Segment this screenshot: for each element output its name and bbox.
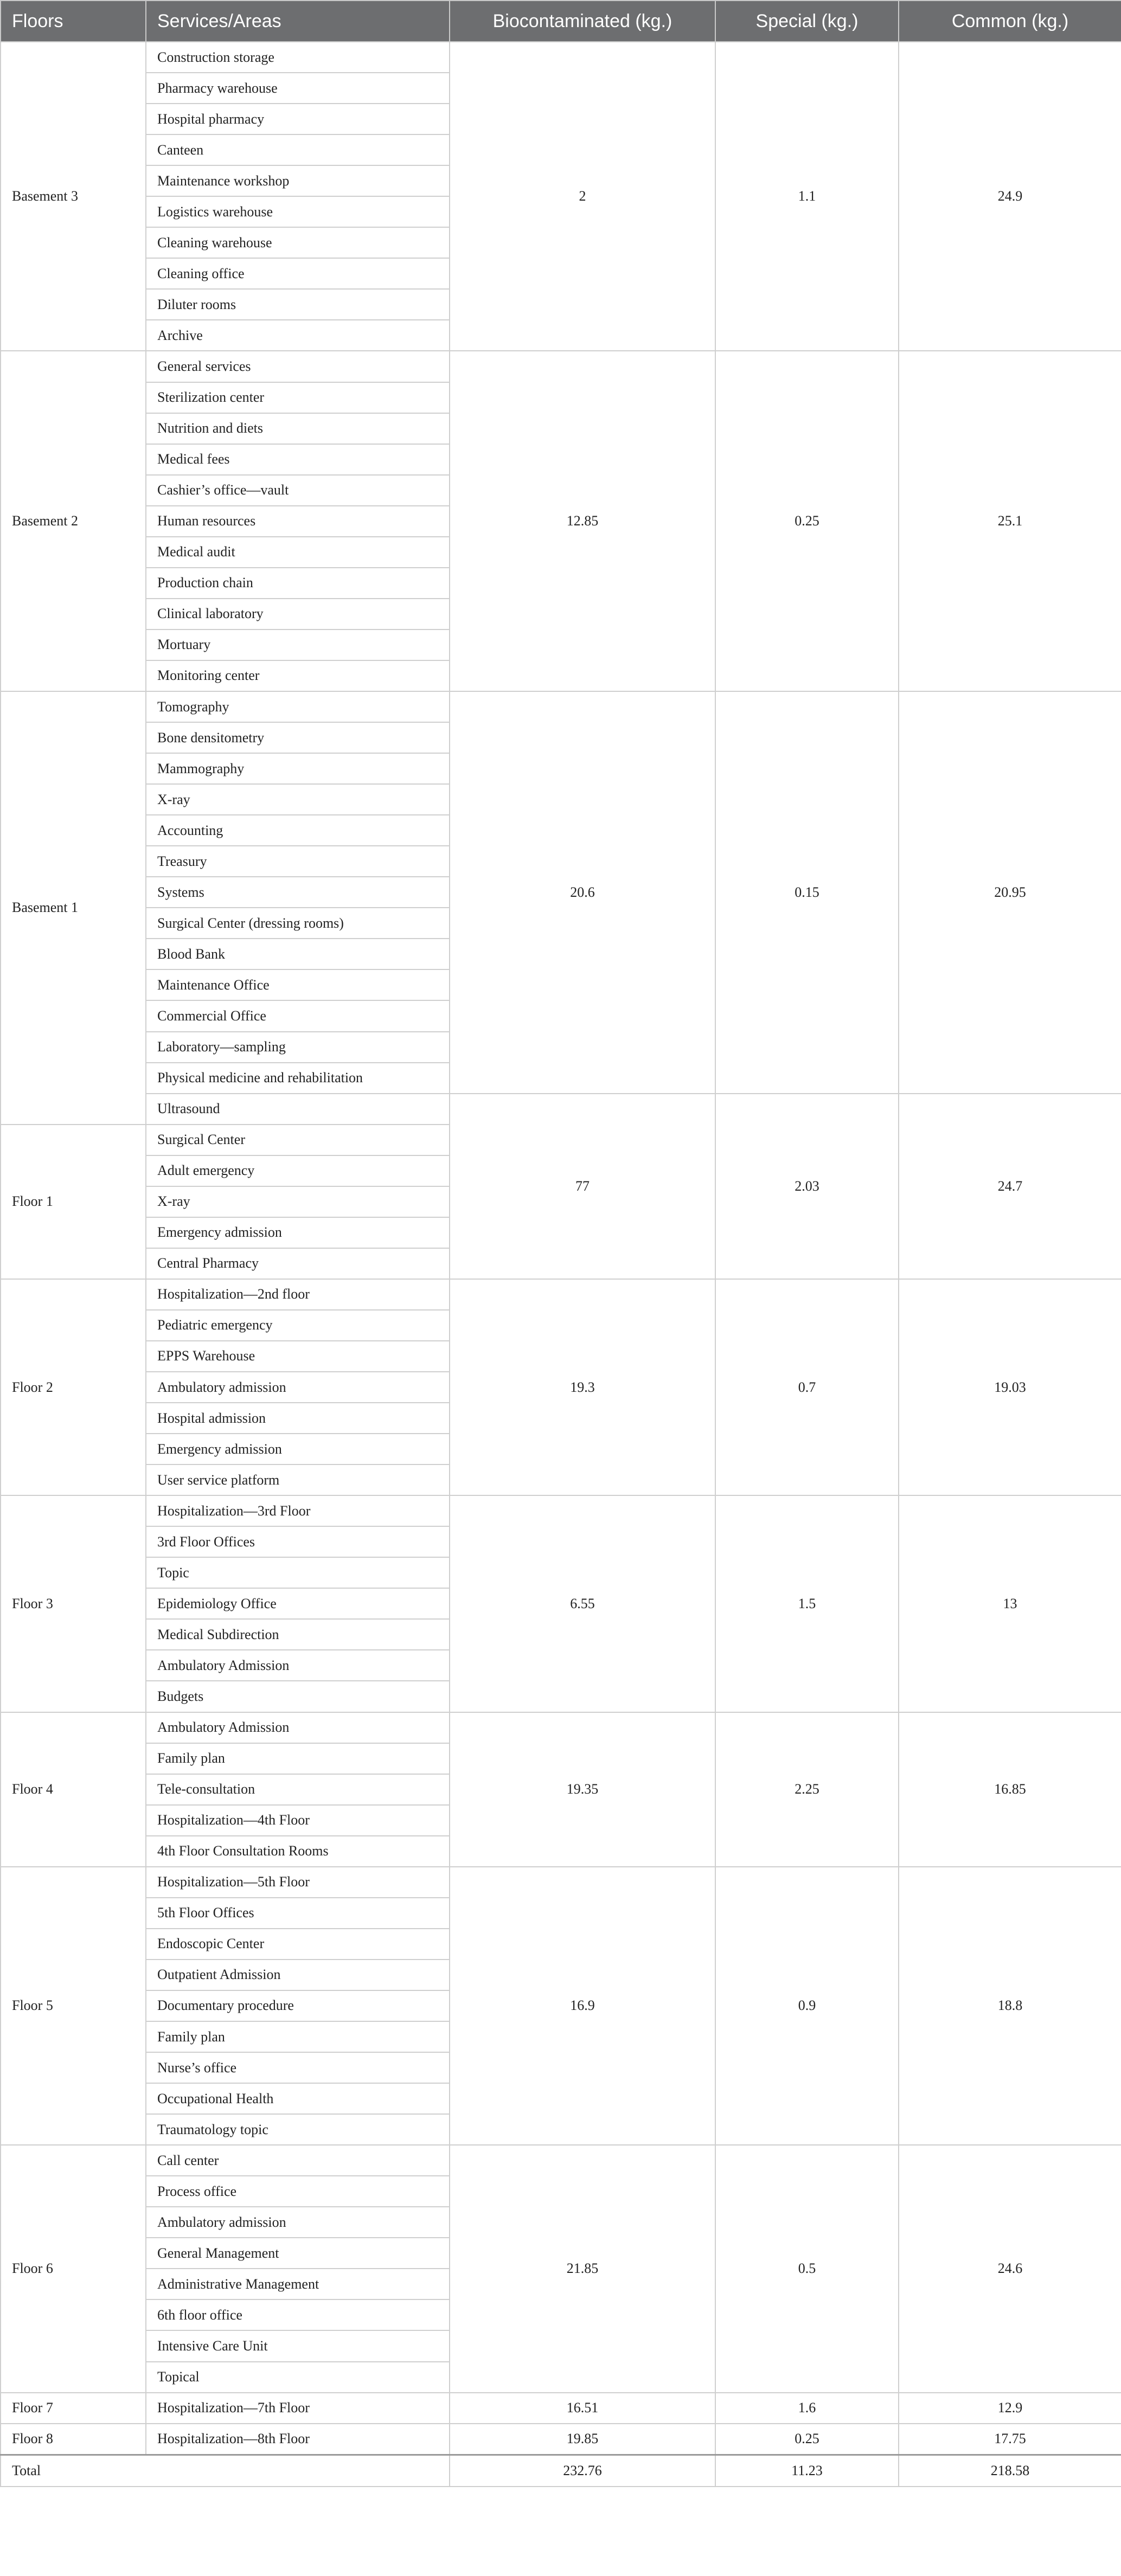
service-cell: Maintenance Office [146, 969, 450, 1000]
service-cell: Medical audit [146, 537, 450, 568]
service-cell: Administrative Management [146, 2269, 450, 2299]
header-row [1, 1, 1121, 42]
total-common: 218.58 [899, 2455, 1121, 2487]
floor-cell: Floor 3 [1, 1495, 146, 1712]
service-cell: Pharmacy warehouse [146, 73, 450, 104]
floor-cell: Floor 4 [1, 1712, 146, 1867]
special-cell: 0.25 [715, 2424, 899, 2455]
service-cell: Occupational Health [146, 2083, 450, 2114]
service-cell: EPPS Warehouse [146, 1341, 450, 1372]
biocontaminated-cell: 12.85 [450, 351, 715, 691]
service-cell: Physical medicine and rehabilitation [146, 1063, 450, 1094]
table-body [1, 42, 1121, 2455]
floor-cell: Floor 2 [1, 1279, 146, 1495]
service-cell: General services [146, 351, 450, 382]
common-cell: 13 [899, 1495, 1121, 1712]
table-row [1, 42, 1121, 73]
service-cell: Emergency admission [146, 1434, 450, 1464]
service-cell: Laboratory—sampling [146, 1032, 450, 1063]
common-cell: 24.9 [899, 42, 1121, 351]
common-cell: 20.95 [899, 691, 1121, 1094]
service-cell: Cleaning office [146, 258, 450, 289]
header-biocontaminated: Biocontaminated (kg.) [450, 1, 715, 42]
biocontaminated-cell: 77 [450, 1094, 715, 1279]
service-cell: Mortuary [146, 629, 450, 660]
biocontaminated-cell: 19.3 [450, 1279, 715, 1495]
service-cell: Family plan [146, 1743, 450, 1774]
service-cell: Nutrition and diets [146, 413, 450, 444]
special-cell: 0.7 [715, 1279, 899, 1495]
service-cell: Accounting [146, 815, 450, 846]
service-cell: Bone densitometry [146, 722, 450, 753]
special-cell: 1.1 [715, 42, 899, 351]
service-cell: Pediatric emergency [146, 1310, 450, 1341]
service-cell: Hospitalization—2nd floor [146, 1279, 450, 1310]
service-cell: Emergency admission [146, 1217, 450, 1248]
header-floors: Floors [1, 1, 146, 42]
floor-cell: Floor 7 [1, 2393, 146, 2424]
service-cell: Ambulatory admission [146, 2207, 450, 2238]
service-cell: Hospital pharmacy [146, 104, 450, 134]
common-cell: 16.85 [899, 1712, 1121, 1867]
header-services: Services/Areas [146, 1, 450, 42]
service-cell: Commercial Office [146, 1000, 450, 1031]
service-cell: Budgets [146, 1681, 450, 1712]
service-cell: Intensive Care Unit [146, 2330, 450, 2361]
service-cell: Hospitalization—5th Floor [146, 1867, 450, 1898]
biocontaminated-cell: 19.35 [450, 1712, 715, 1867]
service-cell: Treasury [146, 846, 450, 877]
service-cell: Adult emergency [146, 1155, 450, 1186]
floor-cell: Floor 6 [1, 2145, 146, 2392]
biocontaminated-cell: 2 [450, 42, 715, 351]
service-cell: Hospitalization—4th Floor [146, 1805, 450, 1836]
service-cell: 3rd Floor Offices [146, 1526, 450, 1557]
service-cell: Outpatient Admission [146, 1960, 450, 1990]
service-cell: Ambulatory Admission [146, 1650, 450, 1681]
service-cell: Tomography [146, 691, 450, 722]
service-cell: Blood Bank [146, 939, 450, 969]
service-cell: Ambulatory Admission [146, 1712, 450, 1743]
service-cell: Central Pharmacy [146, 1248, 450, 1279]
total-row [1, 2455, 1121, 2487]
table-row [1, 2145, 1121, 2176]
service-cell: Nurse’s office [146, 2052, 450, 2083]
service-cell: Call center [146, 2145, 450, 2176]
service-cell: Documentary procedure [146, 1990, 450, 2021]
biocontaminated-cell: 20.6 [450, 691, 715, 1094]
service-cell: Hospitalization—3rd Floor [146, 1495, 450, 1526]
service-cell: Topic [146, 1557, 450, 1588]
service-cell: Archive [146, 320, 450, 351]
biocontaminated-cell: 16.51 [450, 2393, 715, 2424]
table-row [1, 2393, 1121, 2424]
biocontaminated-cell: 16.9 [450, 1867, 715, 2145]
common-cell: 24.7 [899, 1094, 1121, 1279]
service-cell: Logistics warehouse [146, 196, 450, 227]
special-cell: 0.9 [715, 1867, 899, 2145]
table-row [1, 1495, 1121, 1526]
floor-cell: Basement 2 [1, 351, 146, 691]
common-cell: 19.03 [899, 1279, 1121, 1495]
floor-cell: Floor 5 [1, 1867, 146, 2145]
common-cell: 25.1 [899, 351, 1121, 691]
service-cell: Hospitalization—7th Floor [146, 2393, 450, 2424]
header-special: Special (kg.) [715, 1, 899, 42]
service-cell: Surgical Center [146, 1125, 450, 1155]
service-cell: Cleaning warehouse [146, 227, 450, 258]
special-cell: 0.5 [715, 2145, 899, 2392]
special-cell: 0.15 [715, 691, 899, 1094]
common-cell: 17.75 [899, 2424, 1121, 2455]
service-cell: Monitoring center [146, 660, 450, 691]
total-biocontaminated: 232.76 [450, 2455, 715, 2487]
service-cell: Family plan [146, 2021, 450, 2052]
service-cell: Construction storage [146, 42, 450, 73]
service-cell: Traumatology topic [146, 2114, 450, 2145]
service-cell: Hospitalization—8th Floor [146, 2424, 450, 2455]
special-cell: 1.6 [715, 2393, 899, 2424]
table-row [1, 2424, 1121, 2455]
table-row [1, 1279, 1121, 1310]
service-cell: Tele-consultation [146, 1774, 450, 1805]
biocontaminated-cell: 6.55 [450, 1495, 715, 1712]
table-row [1, 1712, 1121, 1743]
common-cell: 24.6 [899, 2145, 1121, 2392]
table-row [1, 691, 1121, 722]
service-cell: User service platform [146, 1464, 450, 1495]
service-cell: Canteen [146, 134, 450, 165]
service-cell: Maintenance workshop [146, 165, 450, 196]
service-cell: Medical fees [146, 444, 450, 475]
service-cell: Human resources [146, 506, 450, 537]
biocontaminated-cell: 21.85 [450, 2145, 715, 2392]
service-cell: Production chain [146, 568, 450, 599]
service-cell: General Management [146, 2238, 450, 2269]
floor-cell: Floor 8 [1, 2424, 146, 2455]
common-cell: 18.8 [899, 1867, 1121, 2145]
service-cell: X-ray [146, 1186, 450, 1217]
service-cell: Medical Subdirection [146, 1619, 450, 1650]
special-cell: 1.5 [715, 1495, 899, 1712]
service-cell: Hospital admission [146, 1403, 450, 1434]
table-row [1, 351, 1121, 382]
service-cell: 6th floor office [146, 2299, 450, 2330]
biocontaminated-cell: 19.85 [450, 2424, 715, 2455]
service-cell: Cashier’s office—vault [146, 475, 450, 506]
service-cell: Clinical laboratory [146, 599, 450, 629]
service-cell: Sterilization center [146, 382, 450, 413]
floor-cell: Floor 1 [1, 1125, 146, 1279]
service-cell: Ultrasound [146, 1094, 450, 1125]
table-row [1, 1094, 1121, 1125]
table-row [1, 1867, 1121, 1898]
total-label: Total [1, 2455, 450, 2487]
special-cell: 2.03 [715, 1094, 899, 1279]
service-cell: Epidemiology Office [146, 1588, 450, 1619]
total-special: 11.23 [715, 2455, 899, 2487]
special-cell: 2.25 [715, 1712, 899, 1867]
service-cell: Ambulatory admission [146, 1372, 450, 1403]
service-cell: Diluter rooms [146, 289, 450, 320]
floor-cell: Basement 1 [1, 691, 146, 1125]
special-cell: 0.25 [715, 351, 899, 691]
header-common: Common (kg.) [899, 1, 1121, 42]
service-cell: Process office [146, 2176, 450, 2207]
service-cell: Systems [146, 877, 450, 908]
service-cell: Endoscopic Center [146, 1929, 450, 1960]
service-cell: 5th Floor Offices [146, 1898, 450, 1929]
service-cell: Topical [146, 2362, 450, 2393]
common-cell: 12.9 [899, 2393, 1121, 2424]
floor-cell: Basement 3 [1, 42, 146, 351]
service-cell: Mammography [146, 753, 450, 784]
service-cell: 4th Floor Consultation Rooms [146, 1836, 450, 1867]
service-cell: Surgical Center (dressing rooms) [146, 908, 450, 939]
service-cell: X-ray [146, 784, 450, 815]
